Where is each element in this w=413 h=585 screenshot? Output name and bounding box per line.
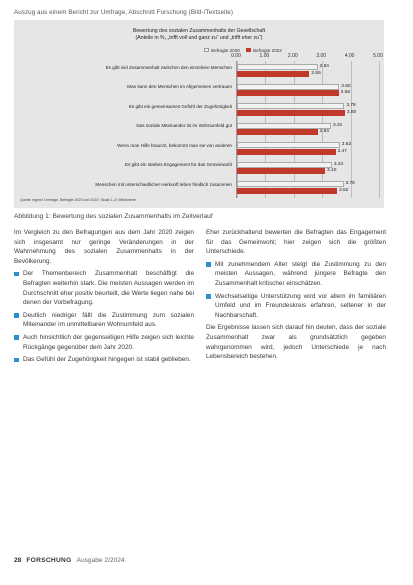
category-label: Das soziale Miteinander ist im Wohnumfeld gut — [136, 123, 232, 129]
page-number: 28 — [14, 557, 22, 564]
legend-swatch-2020 — [204, 48, 209, 52]
data-label: 3.31 — [333, 122, 343, 128]
issue-label: Ausgabe 2/2024 — [76, 557, 125, 564]
data-label: 2.55 — [311, 70, 321, 76]
data-label: 3.78 — [346, 103, 356, 109]
grid-line — [379, 61, 380, 198]
x-tick-label: 1.00 — [259, 53, 270, 59]
bar-2022 — [237, 110, 345, 116]
bar-2022 — [237, 168, 325, 174]
bullet-paragraph: Der Themenbereich Zusammenhalt beschäftigt die Befragten weiterhin stark. Die meisten Aussagen werden im Durchschnitt eher positiv beurteilt, die Werte liegen nahe bei denen der Vorbefragung. — [14, 269, 194, 307]
x-tick-label: 2.00 — [287, 53, 298, 59]
chart-subtitle: (Anteile in %, „trifft voll und ganz zu“ und „trifft eher zu“) — [135, 34, 263, 41]
data-label: 3.60 — [341, 83, 351, 89]
data-label: 2.84 — [319, 129, 329, 135]
grid-line — [351, 61, 352, 198]
figure — [14, 20, 384, 208]
bar-2020 — [237, 162, 332, 168]
data-label: 3.34 — [333, 161, 344, 167]
bullet-paragraph: Auch hinsichtlich der gegenseitigen Hilfe zeigen sich leichte Rückgänge gegenüber dem Jahr 2020. — [14, 333, 194, 352]
section-name: FORSCHUNG — [26, 557, 72, 564]
category-label: Wenn man Hilfe braucht, bekommt man sie von anderen — [117, 142, 232, 148]
data-label: 3.62 — [341, 142, 352, 148]
category-label: Es gibt viel Zusammenhalt zwischen den einzelnen Menschen — [105, 64, 232, 70]
source-note: Quelle: eigene Umfrage, Befragte 2020 und 2022; Skala 1–5; Mittelwerte. — [20, 198, 137, 202]
bar-2020 — [237, 123, 331, 129]
data-label: 3.75 — [345, 181, 355, 187]
bar-2020 — [237, 181, 344, 187]
running-header: Auszug aus einem Bericht zur Umfrage, Abschnitt Forschung (Bild-/Textseite) — [14, 9, 233, 16]
bar-2020 — [237, 103, 344, 109]
bar-2020 — [237, 84, 339, 90]
bullet-paragraph: Mit zunehmendem Alter steigt die Zustimmung zu den meisten Aussagen, während jüngere Befragte den Zusammenhalt kritischer einschätzen. — [206, 260, 386, 289]
bullet-paragraph: Deutlich niedriger fällt die Zustimmung zum sozialen Miteinander im unmittelbaren Wohnumfeld aus. — [14, 311, 194, 330]
text-column-right — [206, 228, 386, 365]
bar-2022 — [237, 188, 337, 194]
paragraph: Die Ergebnisse lassen sich darauf hin deuten, dass der soziale Zusammenhalt zwar als grundsätzlich gegeben wahrgenommen wird, jedoch Unterschiede je nach Lebensbereich bestehen. — [206, 324, 386, 361]
x-axis-ticks — [14, 53, 384, 61]
data-label: 3.47 — [337, 148, 347, 154]
chart-title: Bewertung des sozialen Zusammenhalts der Gesellschaft — [132, 28, 266, 34]
bar-2020 — [237, 142, 340, 148]
bar-2022 — [237, 90, 339, 96]
data-label: 2.84 — [319, 64, 329, 69]
figure-caption: Abbildung 1: Bewertung des sozialen Zusammenhalts im Zeitverlauf — [14, 213, 213, 220]
data-label: 3.58 — [340, 90, 351, 96]
data-label: 3.80 — [346, 109, 357, 115]
bar-2022 — [237, 149, 336, 155]
bullet-paragraph: Wechselseitige Unterstützung wird vor allem im familiären Umfeld und im Freundeskreis erfahren, seltener in der Nachbarschaft. — [206, 292, 386, 321]
legend-label-2020: Befragte 2020 — [211, 47, 240, 53]
bar-2020 — [237, 64, 318, 70]
bar-2022 — [237, 71, 309, 77]
x-tick-label: 4.00 — [344, 53, 355, 59]
category-label: Es gibt ein gemeinsames Gefühl der Zugehörigkeit — [128, 103, 232, 109]
bar-2022 — [237, 129, 318, 135]
page-footer — [14, 557, 125, 564]
legend-swatch-2022 — [246, 48, 251, 52]
bullet-paragraph: Das Gefühl der Zugehörigkeit hingegen ist stabil geblieben. — [14, 355, 194, 365]
legend-label-2022: Befragte 2022 — [253, 47, 282, 53]
category-label: Man kann den Menschen im Allgemeinen vertrauen — [127, 84, 232, 90]
category-label: Es gibt ein starkes Engagement für das Gemeinwohl — [125, 162, 232, 168]
data-label: 3.52 — [338, 188, 349, 194]
data-label: 3.10 — [327, 168, 337, 174]
category-label: Menschen mit unterschiedlicher Herkunft leben friedlich zusammen — [95, 181, 232, 187]
x-tick-label: 3.00 — [316, 53, 327, 59]
paragraph: Im Vergleich zu den Befragungen aus dem Jahr 2020 zeigen sich insgesamt nur geringe Veränderungen in der Wahrnehmung des sozialen Zusammenhalts in der Bevölkerung. — [14, 229, 194, 265]
text-column-left — [14, 228, 194, 368]
paragraph: Eher zurückhaltend bewerten die Befragten das Engagement für das Gemeinwohl; hier zeigen sich die größten Unterschiede. — [206, 229, 386, 256]
x-tick-label: 5.00 — [373, 53, 383, 59]
plot-area — [236, 61, 378, 198]
x-tick-label: 0.00 — [231, 53, 241, 59]
